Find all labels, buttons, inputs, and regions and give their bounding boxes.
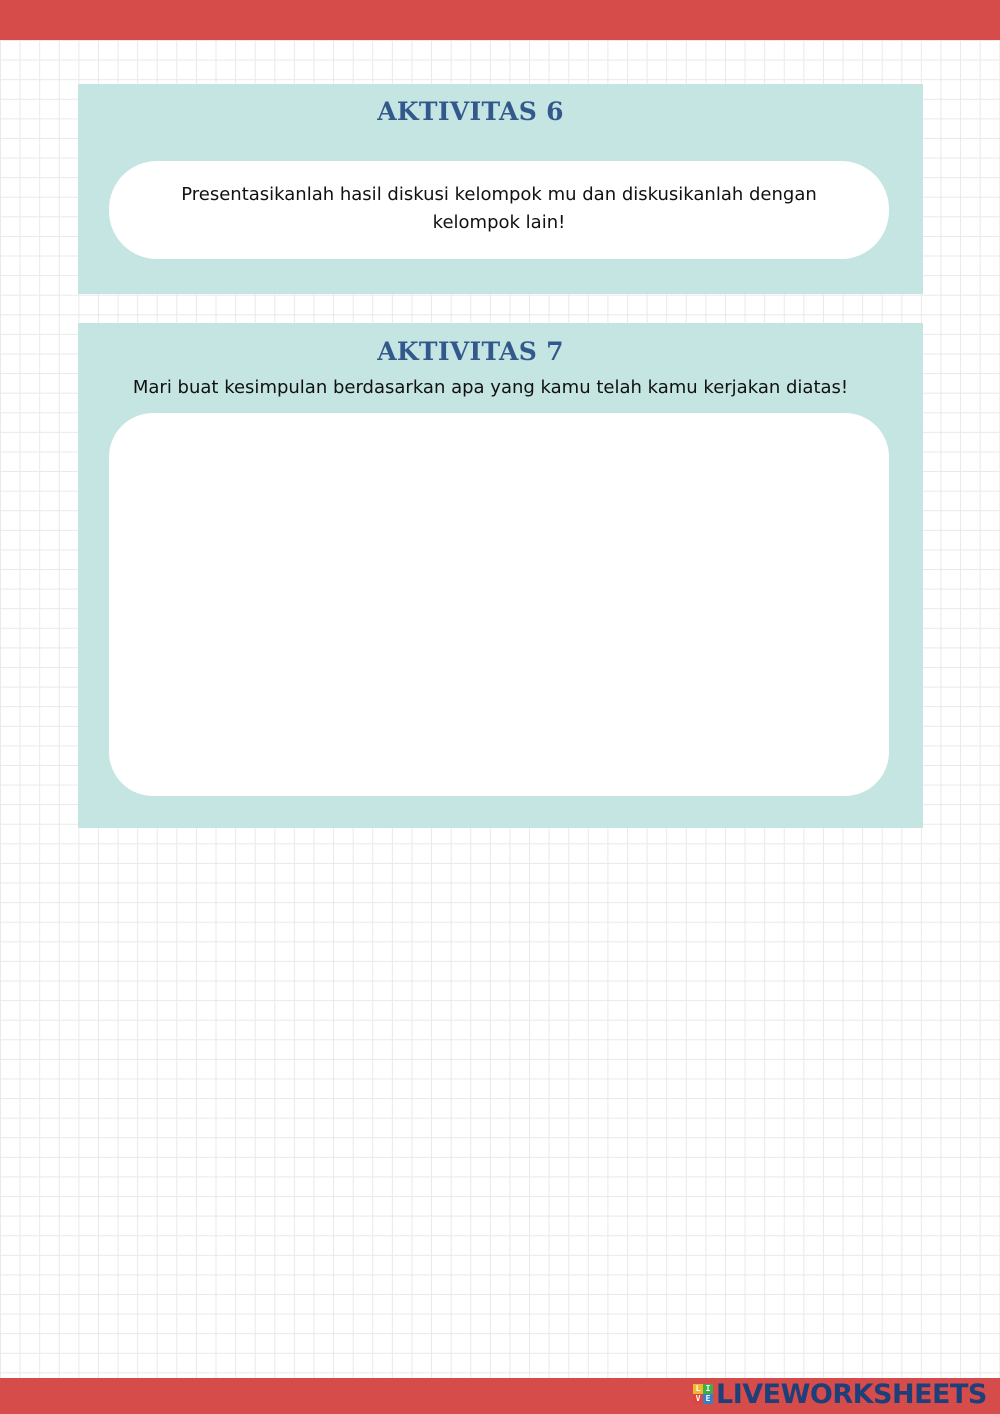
conclusion-answer-box[interactable] — [109, 413, 889, 796]
logo-letter-v: V — [693, 1394, 703, 1404]
logo-letter-e: E — [703, 1394, 713, 1404]
activity-6-text: Presentasikanlah hasil diskusi kelompok mu dan diskusikanlah dengan kelompok lain! — [181, 184, 817, 233]
liveworksheets-wordmark: LIVEWORKSHEETS — [716, 1378, 987, 1410]
activity-6-panel — [78, 84, 923, 294]
logo-letter-l: L — [693, 1384, 703, 1394]
liveworksheets-logo — [693, 1376, 987, 1412]
activity-7-title: AKTIVITAS 7 — [377, 337, 564, 366]
liveworksheets-logo-icon — [693, 1384, 713, 1404]
logo-letter-i: I — [703, 1384, 713, 1394]
activity-6-title: AKTIVITAS 6 — [377, 97, 564, 126]
activity-7-panel — [78, 323, 923, 828]
top-bar — [0, 0, 1000, 40]
activity-6-bubble — [109, 161, 889, 259]
activity-7-instruction: Mari buat kesimpulan berdasarkan apa yang kamu telah kamu kerjakan diatas! — [132, 377, 849, 398]
